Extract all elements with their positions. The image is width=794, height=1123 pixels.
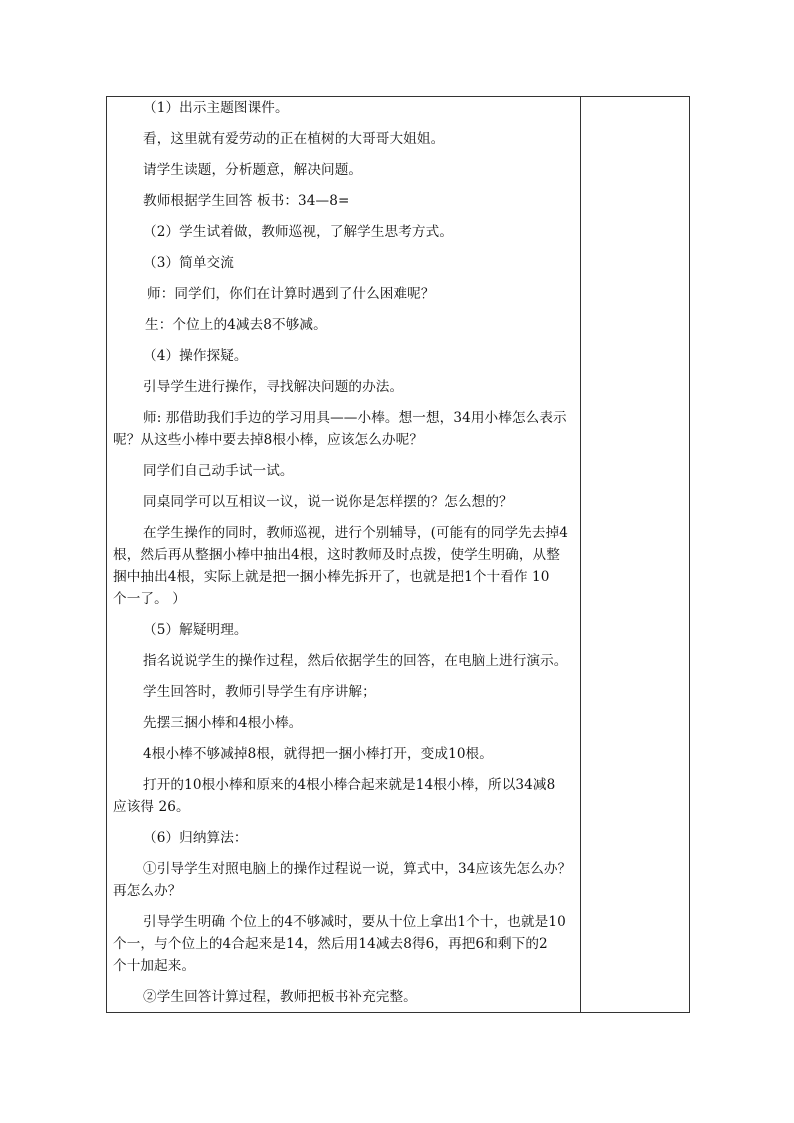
- text-line: 打开的10根小棒和原来的4根小棒合起来就是14根小棒，所以34减8: [143, 777, 556, 793]
- text-line: ②学生回答计算过程，教师把板书补充完整。: [143, 989, 417, 1005]
- text-line: 师：同学们，你们在计算时遇到了什么困难呢？: [147, 286, 435, 302]
- text-line: （3）简单交流: [143, 255, 234, 271]
- text-line: 看，这里就有爱劳动的正在植树的大哥哥大姐姐。: [143, 131, 445, 147]
- text-line: 指名说说学生的操作过程，然后依据学生的回答，在电脑上进行演示。: [143, 653, 568, 669]
- text-line: 根，然后再从整捆小棒中抽出4根，这时教师及时点拨，使学生明确，从整: [113, 547, 560, 563]
- text-line: 请学生读题，分析题意，解决问题。: [143, 162, 363, 178]
- text-line: 教师根据学生回答 板书：34—8=: [143, 193, 350, 209]
- text-line: （4）操作探疑。: [143, 348, 248, 364]
- text-line: 个十加起来。: [113, 958, 196, 974]
- text-line: （5）解疑明理。: [143, 622, 248, 638]
- text-line: 先摆三捆小棒和4根小棒。: [143, 715, 303, 731]
- text-line: 个一了。 ）: [113, 591, 186, 607]
- text-line: 同学们自己动手试一试。: [143, 463, 294, 479]
- text-line: 师: 那借助我们手边的学习用具——小棒。想一想，34用小棒怎么表示: [143, 410, 567, 426]
- text-line: （6）归纳算法：: [143, 830, 248, 846]
- text-line: ①引导学生对照电脑上的操作过程说一说，算式中，34应该先怎么办？: [143, 861, 572, 877]
- text-line: 同桌同学可以互相议一议，说一说你是怎样摆的？怎么想的？: [143, 494, 513, 510]
- text-line: 个一，与个位上的4合起来是14，然后用14减去8得6，再把6和剩下的2: [113, 936, 548, 952]
- teaching-process-cell: [107, 97, 581, 1012]
- notes-cell: [581, 97, 689, 1012]
- text-line: 学生回答时，教师引导学生有序讲解；: [143, 684, 376, 700]
- text-line: （2）学生试着做，教师巡视，了解学生思考方式。: [143, 224, 454, 240]
- text-line: 再怎么办？: [113, 883, 182, 899]
- text-line: 捆中抽出4根，实际上就是把一捆小棒先拆开了，也就是把1个十看作 10: [113, 569, 550, 585]
- text-line: 引导学生进行操作，寻找解决问题的办法。: [143, 379, 404, 395]
- text-line: 4根小棒不够减掉8根，就得把一捆小棒打开，变成10根。: [143, 746, 493, 762]
- lesson-plan-table: [106, 96, 690, 1013]
- text-line: 在学生操作的同时，教师巡视，进行个别辅导，(可能有的同学先去掉4: [143, 525, 568, 541]
- text-line: 引导学生明确 个位上的4不够减时，要从十位上拿出1个十，也就是10: [143, 914, 566, 930]
- text-line: 呢？从这些小棒中要去掉8根小棒，应该怎么办呢？: [113, 432, 424, 448]
- text-line: 应该得 26。: [113, 799, 190, 815]
- text-line: 生：个位上的4减去8不够减。: [145, 317, 327, 333]
- text-line: （1）出示主题图课件。: [143, 100, 289, 116]
